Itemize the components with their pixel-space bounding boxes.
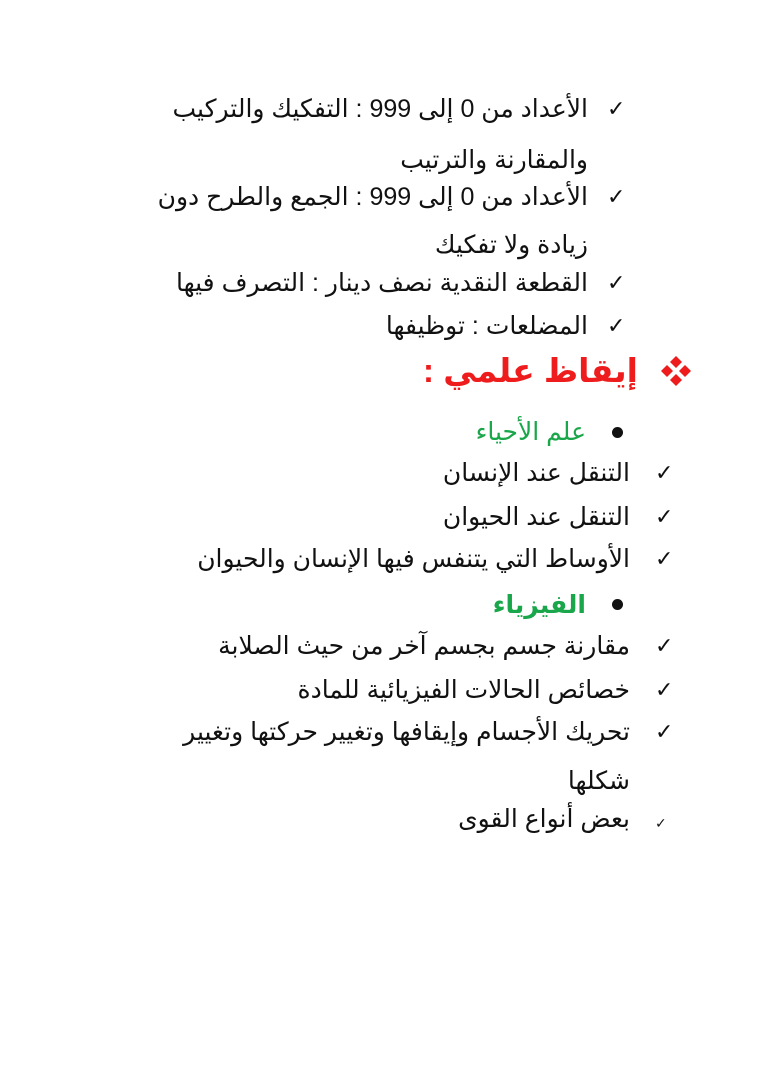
physics-item-3-line-2: شكلها: [567, 767, 630, 795]
biology-title: علم الأحياء: [475, 418, 586, 446]
check-icon: ✓: [655, 633, 674, 658]
math-item-4: المضلعات : توظيفها: [385, 312, 588, 340]
physics-title: الفيزياء: [492, 591, 586, 619]
check-icon: ✓: [655, 504, 674, 529]
diamond-bullet-icon: [659, 354, 693, 388]
check-icon: ✓: [655, 460, 674, 485]
math-item-2-line-1: الأعداد من 0 إلى 999 : الجمع والطرح دون: [157, 183, 588, 211]
check-icon: ✓: [655, 815, 667, 831]
check-icon: ✓: [607, 96, 626, 121]
math-item-1-line-1: الأعداد من 0 إلى 999 : التفكيك والتركيب: [172, 95, 588, 123]
physics-item-1: مقارنة جسم بجسم آخر من حيث الصلابة: [218, 632, 630, 660]
biology-item-3: الأوساط التي يتنفس فيها الإنسان والحيوان: [197, 545, 630, 573]
math-item-1-line-2: والمقارنة والترتيب: [400, 146, 588, 174]
biology-item-1: التنقل عند الإنسان: [442, 459, 630, 487]
biology-item-2: التنقل عند الحيوان: [442, 503, 630, 531]
math-item-3: القطعة النقدية نصف دينار : التصرف فيها: [175, 269, 588, 297]
physics-item-3-line-1: تحريك الأجسام وإيقافها وتغيير حركتها وتغيير: [183, 718, 630, 746]
check-icon: ✓: [607, 184, 626, 209]
check-icon: ✓: [655, 546, 674, 571]
physics-item-2: خصائص الحالات الفيزيائية للمادة: [297, 676, 630, 704]
physics-item-4: بعض أنواع القوى: [458, 805, 630, 833]
round-bullet-icon: [612, 599, 623, 610]
check-icon: ✓: [607, 313, 626, 338]
check-icon: ✓: [655, 719, 674, 744]
check-icon: ✓: [607, 270, 626, 295]
math-item-2-line-2: زيادة ولا تفكيك: [434, 231, 588, 259]
round-bullet-icon: [612, 427, 623, 438]
check-icon: ✓: [655, 677, 674, 702]
science-heading: إيقاظ علمي :: [423, 352, 638, 389]
